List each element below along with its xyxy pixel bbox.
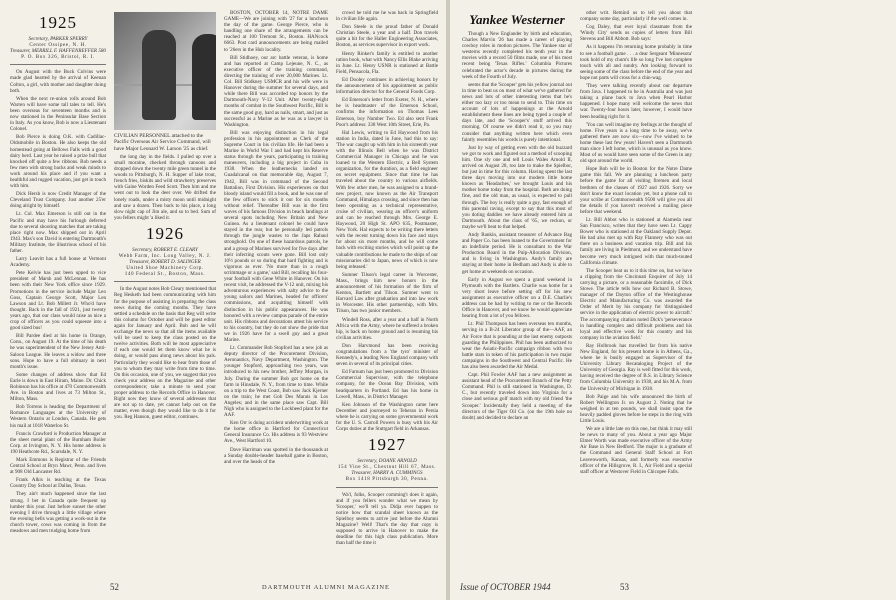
treasurer-address: P. O. Box 326, Bristol, R. I.: [21, 54, 95, 61]
paragraph: As it happens I'm returning home probably in time to see a football game . . . a dear Sergeant 'Minnesota' took hold of my chum's life so long I've lost complete touch with all and sundry. Am looking forward to seeing some of the class before the end of the year and hope not parts will cross for a chin-wag.: [580, 44, 692, 81]
paragraph: They ain't much happened since the last strung. I bet in Canada quite frequent up lumber this year. Just before sunset the other evening I drive through a little village where the evening bells was getting a work-out in the church tower, cows was coming in from the meadows and men trudging home from: [10, 491, 106, 535]
paragraph: Bob Torrens is heading the Department of Romance Languages at the University of Western Ontario at London, Canada. He gets his mail at 1018 Waterloo St.: [10, 404, 106, 429]
paragraph: Pete Kelvie has just been upped to vice president of Marsh and McLennan. He has been with their New York office since 1929. Promotions in the service include Major Leo Goss, Captain George Scott, Major Len Lawson and Lt. Bob Millett Jr. Who'd have thought. Back in the fall of 1921, just twenty years ago, that our class would raise as nice a crop of officers as you could squeeze into a good sized bus!: [10, 270, 106, 332]
paragraph: Andy Rankin, assistant treasurer of Advance Bag and Paper Co. has been loaned to the Government for an indefinite period. He is consultant to the War Production Board in the Pulp-Allocation Division, and is living in Washington. Andy's family are staying at their home in Bedham and Andy is able to get home at weekends on occasion.: [462, 232, 572, 275]
paragraph: 'They were talking recently about our departure from Java. I happened to be in Australia and was just taking a plane back to Java when Pearl Harbor happened. I hope many will welcome the news that war. Twenty-four hours later, however, I would have been heading right for it.: [580, 83, 692, 120]
treasurer-address: 140 Federal St., Boston, Mass.: [124, 271, 206, 278]
secretary-line: Secretary, ROBERT E. CLEARY: [132, 246, 198, 253]
treasurer-line: Treasurer, ROBERT D. SALINGER: [129, 259, 201, 266]
paragraph: Bill Stidhoey, our arc battle veteran, is home and has reported at Camp Lejeune, N. C., as executive officer of the training command, directing the training of over 20,000 Marines. Lt. Col. Bill Stidkney USMCR and his wife were in Hanover during the summer for several days, and while there Bill was accorded top honors by the Dartmouth-Navy V-12 Unit. After twenty-eight months of combat in the Southwest Pacific, Bill is the same good guy, hard as nails, smart, and just as successful as a Marine as he was as a lawyer in Washington.: [224, 54, 328, 128]
paragraph: Bill Pardee died at his home in Orange, Conn., on August 19. At the time of his death he was superintendent of the New Jersey Anti-Saloon League. He leaves a widow and three sons. Hope to have a full obituary in next month's issue.: [10, 333, 106, 370]
secretary-line: Secretary, PARKER SPERRY: [28, 36, 88, 42]
col2-paragraphs-top: [114, 154, 216, 221]
page-number-left: 52: [110, 582, 119, 592]
issue-line: Issue of OCTOBER 1944: [460, 582, 551, 592]
paragraph: Don Steele is the proud father of Donald Christian Steele, a year and a half. Don travels quite a bit for the Haller Engineering Associates, Boston, as services supervisor in export work.: [336, 24, 438, 49]
treasurer-firm: United Shoe Machinery Corp.: [126, 265, 204, 272]
right-col2-paragraphs: [580, 10, 692, 475]
paragraph: Hope Bob will be in Boston for the Notre Dame game this fall. We are planning a luncheon party before the game for all visiting firemen and local brethren of the classes of 1927 and 1926. Sorry we don't know the exact location yet, but a phone call to your scribe at Commonwealth 9500 will give you all the details if you haven't received a mailing piece before that weekend.: [580, 166, 692, 215]
paragraph: Windell Ross, after a year and a half in North Africa with the Army, where he suffered a broken hip, is back on home ground and is resuming his civilian activities.: [336, 316, 438, 341]
paragraph: Lt. Phil Thompson has been overseas ten months, serving in a B-24 Liberator group of the—AAF, an Air Force that is pounding at the last enemy outposts guarding the Philippines. Phil has been authorized to wear the Asiatic-Pacific campaign ribbon with two battle stars in token of his participation in two major campaigns in the Southwest and Central Pacific. He has also been awarded the Air Medal.: [462, 321, 572, 370]
paragraph: Wa'l, folks, Scooper comming't does it again, and if you fellers wonder what we mean by 'Scooper,' we'll tell ya. Didja ever happen to notice how that scandal sheet known as the Spielboy seems to arrive just before the Alumni Magazine? Well! That's the day that copy is supposed to arrive in Hanover to make the deadline for this high class publication. More than half the time it: [336, 491, 438, 547]
paragraph: Some changes of address show that Ed Earle is down in East Hiram, Maine. Dr. Chick Robinson has his office at 470 Commonwealth Ave. in Boston and lives at 73 Milton St., Milton, Mass.: [10, 371, 106, 403]
col4-paragraphs-bottom: [336, 492, 438, 547]
photo-caption: CIVILIAN PERSONNEL attached to the Pacific Overseas Air Service Command, will have Major Leonard W. Larson '25 as chief.: [114, 133, 211, 152]
paragraph: Lt. Col. Max Emerson is still out in the Pacific and may have his furlough deferred due to several shooting matches that are taking place right now. Max shipped out in April 1943. Max's son David is entering Dartmouth's Military Institute, the illustrious school of his father.: [10, 211, 106, 254]
paragraph: Though a New Englander by birth and education, Charles Marvin '26 has made a career of playing cowboy roles in motion pictures. The Yankee star of westerns recently completed his tenth year in the movies with a record 50 films made, one of his most recent being 'Texas Rifles.' Columbia Pictures celebrated the actor's decade in pictures during the week of the Fourth of July.: [462, 31, 572, 80]
paragraph: other writ. Remind us to tell you about that company some day, particularly if the well comes in.: [580, 10, 692, 23]
paragraph: Mark Emmons is Registrar of the Friends Central School at Bryn Mawr, Penn. and lives at 908 Old Lancaster Rd.: [10, 457, 106, 476]
paragraph: The Scooper beat us to it this time on, but we have a clipping from the Cincinnati Enquirer of July 14 carrying a picture, or a reasonable facsimile, of Dick Stowe. The article tells how our Richard B. Stowe, manager of the Dayton office of the Westinghouse Electric and Manufacturing Co. was awarded the Order of Merit by his company for 'distinguished service in the application of electric power to aircraft.' The accompanying citation noted Dick's 'perseverance in handling complex and difficult problems and his loyal and effective work for this country and his company in the aviation field.': [580, 267, 692, 341]
paragraph: the long day in the fields. I pulled up over a small moraine, checked through canoons and dropped down the twenty mile green tunnel in the woods to Pittsburgh, N. H. Supper of lake trout, french fries, biskits and wild strawberry preserves with Gaine Worden Feed Scott. Then him and me went out to look the deer over. We drifted the lonely roads, under a misty moon until midnight and saw a dozen. Then back to his place, a long slow night cap of Jim ale, and so to bed. Sum of you fellers might 'a liked it.: [114, 153, 216, 221]
paragraph: We are a little late on this one, but think it may still be news to many of you. About a year ago Major Elmer Worth was made executive officer of the Army Air Base in New Bedford. The major is a graduate of the Command and General Staff School at Fort Leavenworth, Kansas, and formerly was executive officer of the Hillsgrove, R. I., Air Field and a special staff officer at Westover Field in Chicopee Falls.: [580, 426, 692, 475]
right-page: [450, 0, 896, 600]
paragraph: BOSTON, OCTOBER 14, NOTRE DAME GAME—We are joining with '27 for a luncheon the day of the game. George Pierce, who is handling one share of the arrangements can be reached at 100 Tremont St., Boston. HANcock 6663. Post card announcements are being mailed to '26ers in the Hub locality.: [224, 10, 328, 53]
secretary-address: 154 Vine St., Chestnut Hill 67, Mass.: [337, 464, 437, 471]
col4-paragraphs: [336, 10, 438, 432]
paragraph: In the August notes Bob Cleary mentioned that Reg Hesketh had been communicating with him for the purpose of assisting in preparing the class news during the coming months. They have settled a schedule on the basis that Reg will write this column for October and will be guest editor again for January and April. Bob and he will exchange the news so that all the items available will be used to keep the class posted on the twelve activities. Both will be most appreciative if each one would let them know what he is doing, or would pass along news about his pals. Particularly they would like to hear from those of you to whom they may write from time to time. On this occasion, one of you, we suggest that you check your address on the Magazine and other correspondence; take a minute to send your proper address to the Records Office in Hanover. Right now they know of several addresses that are not up to date, yet cannot help out on the matter, even though they would like to do it for you. Reg Hanson, guest editor, continues.: [114, 286, 216, 421]
secretary-address: Webb Farm, Inc. Long Valley, N. J.: [118, 253, 212, 260]
right-col-2: [580, 10, 692, 574]
paragraph: Hal Lewis, writing to Ed Haywood from his station in India, dated in June, had this to say: 'The war caught up with him in his sixteenth year with the Illinois Bell when he was District Commercial Manager in Chicago and he was loaned to the Western Electric, a Bell System organization, for the duration, as a field engineer on secret equipment. Since that time he has traveled about the country to various airfields. With few other men, he was assigned to a brand-new project, now known as the Air Transport Command, Himalaya crossing, and since then has been operating as a technical representative, cruise of civilian, wearing an officer's uniform and can be reached through Mrs. George E. Haywood, 20 High St. APO 635, Postmaster, New York. Hal expects to be writing there letters with the recent turning down his face and stays for about six more months, and he will come back with exciting stories which will point up the valuable contributions he made to the ships of our missionaries did to Japan, news of which is now being released.': [336, 129, 438, 270]
paragraph: Dave Harriman was spotted in the thousands at a Sunday double-header baseball game in Boston, and over the heads of the: [224, 446, 328, 465]
paragraph: Ed Emerson's letter from Exeter, N. H., where he is headmaster of the Emerson School, confirms the information on Thomas Lees Emerson, boy Number Two. Ed also sent Frank Poor's address: 338 West 10th Street, Erie, Pa.: [336, 97, 438, 128]
col3-paragraphs: [224, 10, 328, 465]
paragraph: On August with the Buck Colvins were made glad hearted by the arrival of Keenan Colton, a girl, with mother and daughter doing both.: [10, 69, 106, 94]
paragraph: Henry Rinker's family is entitled to another ration book, what with Nancy Ellis Blake arriving in June. Lt. Henry USNR is stationed at Battle Field, Pensacola, Fla.: [336, 50, 438, 75]
paragraph: Just by way of getting even with the old buzzard we got to work and figured out a method of scooping him. One sly one and tell Louis Wales Arnold II, arrived on August 28, too late to make the Spielbor, but just in time for this column. Having spent the last three days moving into our modern little home known as 'Headaches,' we brought Louis and his mother home today from the hospital. Both are doing fine, and the old man, as usual, is expected to pull through. The boy is really quite a guy, fast enough of this parental raving, except to say that this most of you doting daddies we have already entered him at Dartmouth. About the class of '65, we reckon, or maybe we'll beat to that helped.: [462, 144, 572, 230]
paragraph: Larry Leavitt has a full house at Vermont Academy.: [10, 256, 106, 269]
divider: [114, 281, 216, 282]
paragraph: Ken Orr is doing accident underwriting work at the home office in Hartford for Connecticut General Insurance Co. His address is 93 Westview Ave., West Hartford 10.: [224, 420, 328, 445]
box-title: Yankee Westerner: [469, 12, 565, 27]
paragraph: Ed Farnum has just been promoted to Division Commercial Supervisor, with the telephone company, for the Ocean Bay Division, with headquarters in Portland. Ed has his home in Lowell, Mass., in District Manager.: [336, 369, 438, 400]
paragraph: Lt. Commander Bob Stopford has a new job as deputy director of the Procurement Division, Aeronautics, Navy Department, Washington. The younger Stopford, approaching two years, was introduced to his new brother, Jeffrey Morgan, in July. During the summer Bob got home on the farm in Hinsdale, N. Y., from time to time. While on a trip to the West Coast, Bob saw Jack Kjerner on the train; he met Gob Des Marais in Los Angeles; and in the same place saw Capt. Bill Nigh who is assigned to the Lockheed plant for the AAF.: [224, 345, 328, 419]
paragraph: Capt. Phil Fowler AAF has a new assignment as assistant head of the Procurement Branch of the Petty Command. Phil is still stationed in Washington, D. C., but recently traveled down into Virginia for a close and serious golf match with my old friend 'the Scooper.' Incidentally they held a meeting of the directors of the Tiger Oil Co. (on the 19th hole no doubt) and decided to declare an: [462, 372, 572, 421]
secretary-address: Center Ossipee, N. H.: [29, 42, 87, 49]
treasurer-line: Treasurer, HARRY A. CUMMINGS: [351, 470, 423, 477]
paragraph: Don Harvmond has been receiving congratulations from a 'the tyro' minister of Kennedy's, a leading New England company with seven in several of its principal cities.: [336, 342, 438, 368]
secretary-line: Secretary, DOANE ARNOLD: [357, 458, 417, 465]
class-heading-1925: 1925: [39, 13, 77, 32]
paragraph: Francis Crawford is Production Manager at the sheet metal plant of the Burnham Boiler Corp. at Irvington, N. Y. His home address is 190 Heathcote Rd., Scarsdale, N. Y.: [10, 430, 106, 455]
page-number-right: 53: [620, 582, 629, 592]
right-col1-paragraphs: [462, 31, 572, 421]
paragraph: seems that the 'Scooper' gets his yellow journal out in time to beat us on most of what we've gathered for news and lots of other interesting items that he's either too lazy or too mean to send to. This time on account of lots of happenings at the Arnold establishment these lines are being typed a couple of days late, and the 'Scooper's' stuff arrived this morning. Of course we didn't read it, so you may consider that anything written here which even faintly resembles his words is purely intentional.: [462, 81, 572, 143]
paragraph: Cog Daley, that ever loyal classmate from the 'Windy City' sends us copies of letters from Bill Stevens and Bill Abbott. Bob says:: [580, 24, 692, 43]
left-col-2: [114, 10, 216, 574]
class-heading-1927: 1927: [368, 435, 406, 455]
paragraph: 'You can well imagine my feelings at the thought of home. Five years is a long time to be away, we've gathered there are now six—now I've wished to be home these last few years! Haven't seen a Dartmouth man since I left home, which is unusual as you know. Most of us would have seen some of the Green in any old spot around the world.: [580, 121, 692, 165]
treasurer-line: Treasurer, MERRILL F. HAFFENREFFER 580: [10, 48, 106, 55]
left-page: [0, 0, 446, 600]
paragraph: When the next re-union rolls around Bob Warren will have some tall tales to tell. He's been overseas for seventeen months and is now stationed in the Peninsular Base Section in Italy. As you know, Bob is now a Lieutenant Colonel.: [10, 95, 106, 133]
magazine-footer: DARTMOUTH ALUMNI MAGAZINE: [262, 584, 390, 591]
left-col-3: [224, 10, 328, 574]
paragraph: Dick Hersh is now Credit Manager of the Cleveland Trust Company. Just another 25'er doing alright by himself.: [10, 191, 106, 210]
paragraph: Early in August we spent a grand weekend in Plymouth with the Bartlets. Charlie was home for a very short leave before setting off for his new assignment as executive officer on a D.E. Charlie's address can be had by writing to me or the Records Office in Hanover, and we know he would appreciate hearing from a lot of you fellows.: [462, 276, 572, 320]
photo-civilian-personnel: [114, 12, 216, 130]
photo-figure-left: [142, 30, 176, 120]
paragraph: Ken Johnson of the Washington came here December and journeyed to Teheran in Persia where he is carrying on some governmental work for the U. S. Carroll Powers is busy with his Air Corps duties at the Stuttgart field in Arkansas.: [336, 401, 438, 433]
paragraph: Frank Alkis is teaching at the Texas Country Day School at Dallas, Texas.: [10, 477, 106, 490]
divider: [10, 64, 106, 65]
divider: [336, 487, 438, 488]
paragraph: Bob Paige and his wife announced the birth of Robert Wellington Jr. on August 2. Noting that he weighed in at ten pounds, we shall insist upon the heavily padded gloves before he steps in the ring with Little Louis.: [580, 393, 692, 424]
col2-paragraphs-bottom: [114, 286, 216, 420]
paragraph: Sumner Tilson's legal career in Worcester, Mass., brings him new honors in the announcement of his formation of the firm of Kenton, Bartlett and Tilson. Sumner went to Harvard Law after graduation and into law work in Worcester. His other partnership, with Mrs. Tilson, has two junior members.: [336, 271, 438, 315]
class-heading-1926: 1926: [146, 223, 184, 243]
paragraph: Ray Holbrook has travelled far from his native New England, for his present home is in Athens, Ga., where he is busily engaged as Supervisor of the University Library Recataloging Project of the University of Georgia. Ray is well fitted for this work, having received the degree of B.S. in Library Science from Columbia University in 1930, and his M.A. from the University of Michigan in 1938.: [580, 342, 692, 392]
right-col-1: [462, 10, 572, 574]
paragraph: Bob Pierce is doing O.K. with Cadillac-Oldsmobile in Boston. He also keeps the old homestead going at Bellows Falls with a good dairy herd. Last year he raised a prize bull that knocked off quite a few ribbons. Bob needs a few men with strong backs and weak minds to work around his place and if you want a healthful and rugged vacation, just get in touch with him.: [10, 134, 106, 190]
left-col-1: [10, 10, 106, 574]
left-col-4: [336, 10, 438, 574]
paragraph: Ed Dooley continues in achieving honors by the announcement of his appointment as public information director for the General Foods Corp.: [336, 76, 438, 96]
treasurer-address: Box 1418 Pittsburgh 30, Penna.: [345, 476, 429, 483]
paragraph: crowd he told me he was back in Springfield in civilian life again.: [336, 10, 438, 23]
photo-figure-right: [192, 34, 216, 120]
paragraph: Bill was enjoying distinction in his legal profession in his appointment as Clerk of the Supreme Court in his civilian life. He had been a Marine in World War I and had kept his Reserve status through the years, participating in training maneuvers, including a big project in Cuba in 1938. When the leathernecks landed on Guadalcanal on that memorable day, August 7, 1942, Bill was in command of the Second Battalion, First Division. His experiences on that bloody island would fill a book, and he was one of the few officers to stick it out for six months without relief. Thereafter Bill was in the first waves of his famous Division in beach landings at several spots including New Britain and New Guinea. As a lieutenant colonel he could have stayed in the rear, but he personally led patrols through the jungle wastes to the Japs Rabaul stronghold. On one of these hazardous patrols, he and a group of Marines survived for five days after their infecting scouts were gone. Bill lost only 10½ pounds or so during that hard fighting and is vigorous as ever. 'No more than in a rough scrimmage or a game,' said Bill, recalling his four-year football with Gene White in Hanover. On his recent visit, he addressed the V-12 unit, mixing his adventurous experiences with salty advice to the young sailors and Marines, headed for officers' commissions, and acquitting himself with distinction in his public appearances. He was honored with a review campus parade of the entire unit. His ribbons and decorations attest his service to his country, but they do not show the pride that we in 1926 have for a swell guy and a great Marine.: [224, 129, 328, 343]
paragraph: Lt. Bill Abbot who is stationed at Alameda near San Francisco, writes that they have seen Lt. Cappy Bower who is stationed at the Oakland Supply Depot. He had also met up with Ray Flannery who was out there on a business and vacation trip. Bill and his family are living in Piedmont, and we understand have become very much intrigued with that much-touted California climate.: [580, 217, 692, 266]
col1-paragraphs: [10, 69, 106, 534]
